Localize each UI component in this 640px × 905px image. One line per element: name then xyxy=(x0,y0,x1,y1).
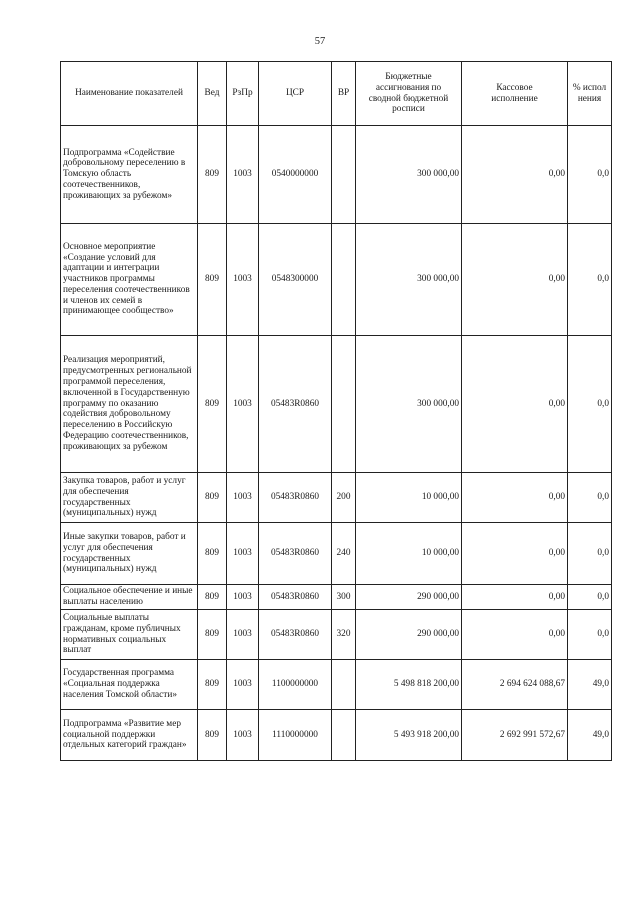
row-name: Подпрограмма «Содействие добровольному переселению в Томскую область соотечественников, проживающих за рубежом» xyxy=(61,126,198,224)
row-ved: 809 xyxy=(198,523,227,585)
table-row xyxy=(61,473,612,523)
row-vr xyxy=(332,660,356,710)
row-vr: 300 xyxy=(332,585,356,610)
row-budget: 5 493 918 200,00 xyxy=(356,710,462,761)
table-row xyxy=(61,224,612,336)
table-row xyxy=(61,660,612,710)
row-name: Подпрограмма «Развитие мер социальной поддержки отдельных категорий граждан» xyxy=(61,710,198,761)
row-percent: 0,0 xyxy=(568,126,612,224)
row-name: Иные закупки товаров, работ и услуг для обеспечения государственных (муниципальных) нужд xyxy=(61,523,198,585)
header-rzpr: РзПр xyxy=(227,62,259,126)
header-ved: Вед xyxy=(198,62,227,126)
table-row xyxy=(61,610,612,660)
row-budget: 5 498 818 200,00 xyxy=(356,660,462,710)
row-csr: 05483R0860 xyxy=(259,473,332,523)
row-csr: 05483R0860 xyxy=(259,610,332,660)
row-name: Социальное обеспечение и иные выплаты населению xyxy=(61,585,198,610)
row-csr: 05483R0860 xyxy=(259,336,332,473)
row-budget: 10 000,00 xyxy=(356,523,462,585)
row-ved: 809 xyxy=(198,610,227,660)
header-percent: % испол нения xyxy=(568,62,612,126)
row-percent: 0,0 xyxy=(568,224,612,336)
row-budget: 300 000,00 xyxy=(356,336,462,473)
row-vr xyxy=(332,224,356,336)
table-row xyxy=(61,336,612,473)
row-cash: 2 694 624 088,67 xyxy=(462,660,568,710)
row-name: Закупка товаров, работ и услуг для обеспечения государственных (муниципальных) нужд xyxy=(61,473,198,523)
row-name: Социальные выплаты гражданам, кроме публичных нормативных социальных выплат xyxy=(61,610,198,660)
row-cash: 2 692 991 572,67 xyxy=(462,710,568,761)
row-cash: 0,00 xyxy=(462,224,568,336)
row-csr: 0548300000 xyxy=(259,224,332,336)
row-percent: 49,0 xyxy=(568,710,612,761)
row-rzpr: 1003 xyxy=(227,610,259,660)
row-ved: 809 xyxy=(198,473,227,523)
table-row xyxy=(61,523,612,585)
header-cash: Кассовое исполнение xyxy=(462,62,568,126)
row-cash: 0,00 xyxy=(462,610,568,660)
row-ved: 809 xyxy=(198,660,227,710)
row-cash: 0,00 xyxy=(462,585,568,610)
row-percent: 0,0 xyxy=(568,336,612,473)
row-ved: 809 xyxy=(198,224,227,336)
row-cash: 0,00 xyxy=(462,126,568,224)
row-ved: 809 xyxy=(198,336,227,473)
table-row xyxy=(61,126,612,224)
row-percent: 49,0 xyxy=(568,660,612,710)
row-csr: 0540000000 xyxy=(259,126,332,224)
row-rzpr: 1003 xyxy=(227,224,259,336)
row-ved: 809 xyxy=(198,126,227,224)
table-row xyxy=(61,710,612,761)
row-vr xyxy=(332,710,356,761)
row-rzpr: 1003 xyxy=(227,585,259,610)
row-rzpr: 1003 xyxy=(227,126,259,224)
page-number: 57 xyxy=(314,36,326,47)
row-rzpr: 1003 xyxy=(227,660,259,710)
row-csr: 05483R0860 xyxy=(259,523,332,585)
row-percent: 0,0 xyxy=(568,473,612,523)
budget-execution-table xyxy=(60,61,612,761)
row-percent: 0,0 xyxy=(568,610,612,660)
row-cash: 0,00 xyxy=(462,523,568,585)
row-vr xyxy=(332,336,356,473)
row-name: Основное мероприятие «Создание условий для адаптации и интеграции участников программы переселения соотечественников и членов их семей в принимающее сообщество» xyxy=(61,224,198,336)
row-csr: 1100000000 xyxy=(259,660,332,710)
row-budget: 10 000,00 xyxy=(356,473,462,523)
row-budget: 290 000,00 xyxy=(356,585,462,610)
row-name: Государственная программа «Социальная поддержка населения Томской области» xyxy=(61,660,198,710)
table-header-row xyxy=(61,62,612,126)
header-vr: ВР xyxy=(332,62,356,126)
row-cash: 0,00 xyxy=(462,336,568,473)
row-percent: 0,0 xyxy=(568,585,612,610)
row-rzpr: 1003 xyxy=(227,710,259,761)
row-cash: 0,00 xyxy=(462,473,568,523)
row-rzpr: 1003 xyxy=(227,523,259,585)
row-percent: 0,0 xyxy=(568,523,612,585)
row-csr: 05483R0860 xyxy=(259,585,332,610)
row-rzpr: 1003 xyxy=(227,336,259,473)
row-budget: 300 000,00 xyxy=(356,126,462,224)
row-vr: 240 xyxy=(332,523,356,585)
row-ved: 809 xyxy=(198,710,227,761)
header-budget: Бюджетные ассигнования по сводной бюджетной росписи xyxy=(356,62,462,126)
row-vr: 200 xyxy=(332,473,356,523)
row-budget: 290 000,00 xyxy=(356,610,462,660)
header-csr: ЦСР xyxy=(259,62,332,126)
row-name: Реализация мероприятий, предусмотренных региональной программой переселения, включенной в Государственную программу по оказанию содействия добровольному переселению в Российскую Федерацию соотечественников, проживающих за рубежом xyxy=(61,336,198,473)
table-row xyxy=(61,585,612,610)
row-csr: 1110000000 xyxy=(259,710,332,761)
row-vr: 320 xyxy=(332,610,356,660)
row-rzpr: 1003 xyxy=(227,473,259,523)
row-budget: 300 000,00 xyxy=(356,224,462,336)
header-name: Наименование показателей xyxy=(61,62,198,126)
row-ved: 809 xyxy=(198,585,227,610)
row-vr xyxy=(332,126,356,224)
